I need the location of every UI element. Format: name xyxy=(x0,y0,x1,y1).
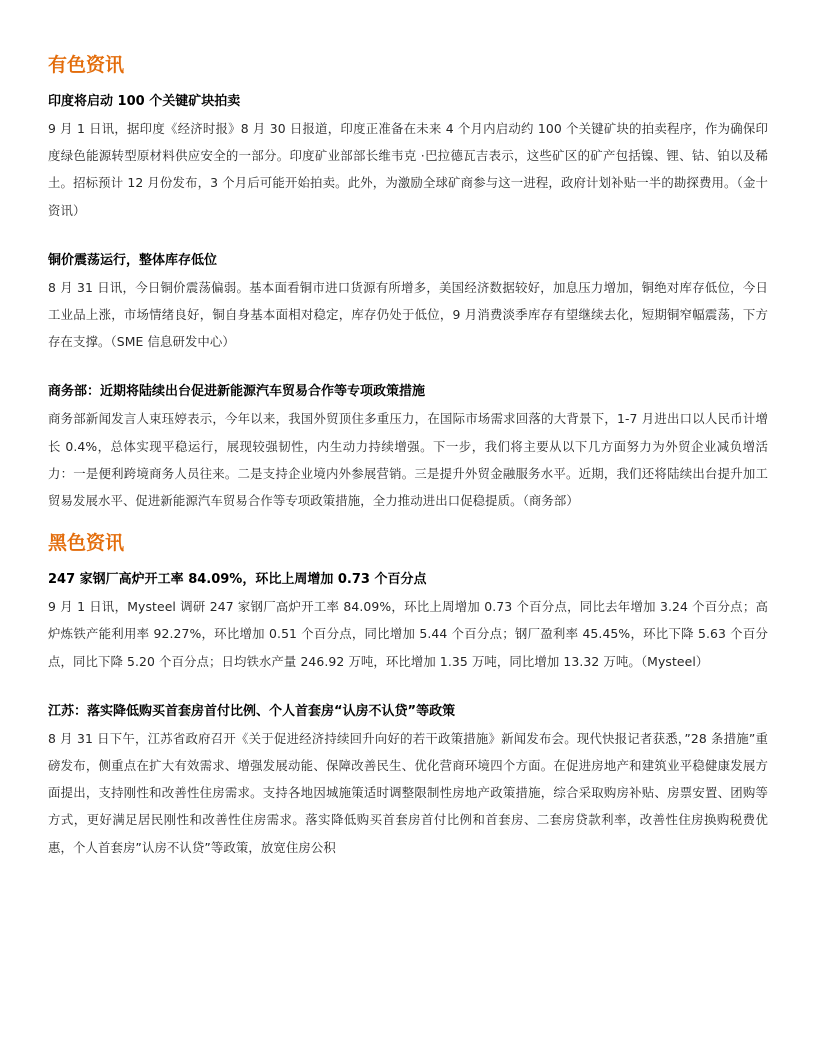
section-title: 黑色资讯 xyxy=(48,532,125,555)
article-india-mine-auction xyxy=(48,89,768,224)
section-ferrous-news xyxy=(48,528,768,861)
article-body: 8 月 31 日讯，今日铜价震荡偏弱。基本面看铜市进口货源有所增多，美国经济数据较好，加息压力增加，铜绝对库存低位，今日工业品上涨，市场情绪良好，铜自身基本面相对稳定，库存仍处于低位，9 月消费淡季库存有望继续去化，短期铜窄幅震荡，下方存在支撑。（SME 信息研发中心） xyxy=(48,279,768,350)
article-body: 9 月 1 日讯，Mysteel 调研 247 家钢厂高炉开工率 84.09%，环比上周增加 0.73 个百分点，同比去年增加 3.24 个百分点；高炉炼铁产能利用率 92.27%，环比增加 0.51 个百分点，同比增加 5.44 个百分点；钢厂盈利率 45.45%，环比下降 5.63 个百分点，同比下降 5.20 个百分点；日均铁水产量 246.92 万吨，环比增加 1.35 万吨，同比增加 13.32 万吨。（Mysteel） xyxy=(48,599,768,669)
article-body: 8 月 31 日下午，江苏省政府召开《关于促进经济持续回升向好的若干政策措施》新闻发布会。现代快报记者获悉，”28 条措施”重磅发布，侧重点在扩大有效需求、增强发展动能、保障改善民生、优化营商环境四个方面。在促进房地产和建筑业平稳健康发展方面提出，支持刚性和改善性住房需求。支持各地因城施策适时调整限制性房地产政策措施，综合采取购房补贴、房票安置、团购等方式，更好满足居民刚性和改善性住房需求。落实降低购买首套房首付比例和首套房、二套房贷款利率，改善性住房换购税费优惠，个人首套房”认房不认贷”等政策，放宽住房公积 xyxy=(48,730,768,855)
article-mofcom-policy xyxy=(48,379,768,514)
article-headline: 247 家钢厂高炉开工率 84.09%，环比上周增加 0.73 个百分点 xyxy=(48,572,427,588)
article-body: 9 月 1 日讯，据印度《经济时报》8 月 30 日报道，印度正准备在未来 4 个月内启动约 100 个关键矿块的拍卖程序，作为确保印度绿色能源转型原材料供应安全的一部分。印度矿业部部长维韦克 ·巴拉德瓦吉表示，这些矿区的矿产包括镍、锂、钴、铂以及稀土。招标预计 12 月份发布，3 个月后可能开始拍卖。此外，为激励全球矿商参与这一进程，政府计划补贴一半的勘探费用。（金十资讯） xyxy=(48,121,768,218)
article-copper-price xyxy=(48,248,768,356)
article-jiangsu-housing-policy xyxy=(48,699,768,861)
article-headline: 商务部：近期将陆续出台促进新能源汽车贸易合作等专项政策措施 xyxy=(48,384,426,400)
article-body: 商务部新闻发言人束珏婷表示，今年以来，我国外贸顶住多重压力，在国际市场需求回落的大背景下，1-7 月进出口以人民币计增长 0.4%，总体实现平稳运行，展现较强韧性，内生动力持续增强。下一步，我们将主要从以下几方面努力为外贸企业减负增活力：一是便利跨境商务人员往来。二是支持企业境内外参展营销。三是提升外贸金融服务水平。近期，我们还将陆续出台提升加工贸易发展水平、促进新能源汽车贸易合作等专项政策措施，全力推动进出口促稳提质。（商务部） xyxy=(48,411,768,509)
article-headline: 铜价震荡运行，整体库存低位 xyxy=(48,252,218,268)
article-headline: 印度将启动 100 个关键矿块拍卖 xyxy=(48,94,241,109)
section-nonferrous-news xyxy=(48,50,768,514)
section-title: 有色资讯 xyxy=(48,54,125,76)
article-headline: 江苏：落实降低购买首套房首付比例、个人首套房“认房不认贷”等政策 xyxy=(48,703,456,719)
document-page xyxy=(48,50,768,885)
article-blast-furnace-rate xyxy=(48,567,768,675)
